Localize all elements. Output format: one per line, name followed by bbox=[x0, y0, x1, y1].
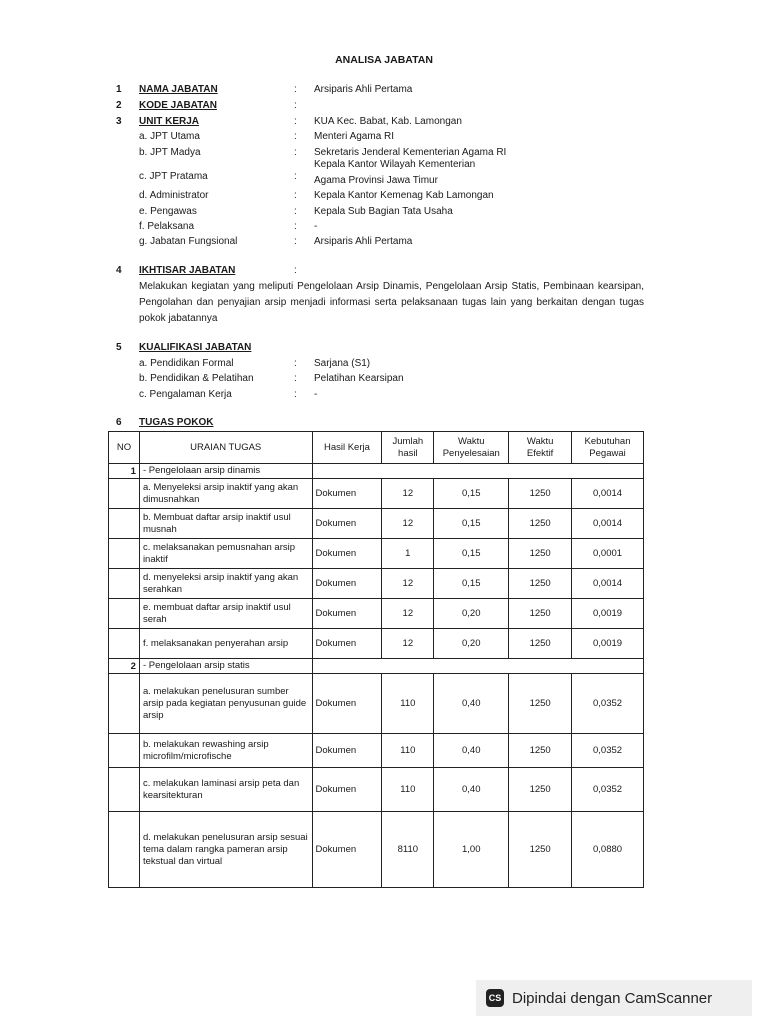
group-row bbox=[109, 659, 644, 674]
header-uraian: URAIAN TUGAS bbox=[139, 432, 312, 464]
waktu-penyelesaian: 0,15 bbox=[434, 569, 509, 599]
task-description: c. melaksanakan pemusnahan arsip inaktif bbox=[139, 539, 312, 569]
group-row bbox=[109, 464, 644, 479]
row-no-cell bbox=[109, 509, 140, 539]
jumlah-hasil: 110 bbox=[382, 674, 434, 734]
ikhtisar-paragraph: Melakukan kegiatan yang meliputi Pengelolaan Arsip Dinamis, Pengelolaan Arsip Statis, Pembinaan kearsipan, Pengolahan dan penyajian arsip menjadi informasi serta pelaksanaan tugas lain yang berkaitan dengan tugas pokok jabatannya bbox=[139, 281, 644, 324]
table-row bbox=[109, 539, 644, 569]
row-no-cell bbox=[109, 734, 140, 768]
table-row bbox=[109, 569, 644, 599]
item-value: Kepala Sub Bagian Tata Usaha bbox=[314, 206, 453, 217]
hasil-kerja: Dokumen bbox=[312, 479, 382, 509]
kebutuhan-pegawai: 0,0352 bbox=[572, 734, 644, 768]
jumlah-hasil: 110 bbox=[382, 768, 434, 812]
colon: : bbox=[294, 373, 297, 384]
item-label: e. Pengawas bbox=[139, 206, 197, 217]
waktu-efektif: 1250 bbox=[509, 599, 572, 629]
jumlah-hasil: 8110 bbox=[382, 812, 434, 888]
header-no: NO bbox=[109, 432, 140, 464]
task-description: f. melaksanakan penyerahan arsip bbox=[139, 629, 312, 659]
task-description: d. menyeleksi arsip inaktif yang akan serahkan bbox=[139, 569, 312, 599]
header-jumlah-line1: Jumlah bbox=[392, 435, 424, 447]
item-label: a. Pendidikan Formal bbox=[139, 358, 234, 369]
colon: : bbox=[294, 265, 297, 276]
jumlah-hasil: 12 bbox=[382, 479, 434, 509]
section-label: IKHTISAR JABATAN bbox=[139, 265, 236, 276]
row-no-cell bbox=[109, 812, 140, 888]
waktu-penyelesaian: 0,40 bbox=[434, 768, 509, 812]
row-no-cell bbox=[109, 629, 140, 659]
row-no-cell bbox=[109, 599, 140, 629]
header-efektif-line2: Efektif bbox=[526, 447, 554, 459]
group-number: 1 bbox=[109, 464, 140, 479]
item-value: - bbox=[314, 389, 318, 400]
waktu-efektif: 1250 bbox=[509, 539, 572, 569]
item-value: Agama Provinsi Jawa Timur bbox=[314, 175, 438, 186]
kebutuhan-pegawai: 0,0014 bbox=[572, 569, 644, 599]
waktu-efektif: 1250 bbox=[509, 674, 572, 734]
kebutuhan-pegawai: 0,0001 bbox=[572, 539, 644, 569]
row-no-cell bbox=[109, 569, 140, 599]
waktu-penyelesaian: 0,40 bbox=[434, 734, 509, 768]
item-label: f. Pelaksana bbox=[139, 221, 195, 232]
section-number: 4 bbox=[116, 265, 122, 276]
table-row bbox=[109, 768, 644, 812]
hasil-kerja: Dokumen bbox=[312, 509, 382, 539]
colon: : bbox=[294, 100, 297, 111]
jumlah-hasil: 12 bbox=[382, 629, 434, 659]
group-number: 2 bbox=[109, 659, 140, 674]
item-label: b. JPT Madya bbox=[139, 147, 201, 158]
waktu-efektif: 1250 bbox=[509, 479, 572, 509]
task-description: e. membuat daftar arsip inaktif usul serah bbox=[139, 599, 312, 629]
scanner-watermark bbox=[476, 980, 752, 1016]
waktu-efektif: 1250 bbox=[509, 812, 572, 888]
hasil-kerja: Dokumen bbox=[312, 629, 382, 659]
row-no-cell bbox=[109, 768, 140, 812]
kebutuhan-pegawai: 0,0019 bbox=[572, 599, 644, 629]
colon: : bbox=[294, 190, 297, 201]
scanner-text: Dipindai dengan CamScanner bbox=[512, 989, 713, 1007]
header-efektif-line1: Waktu bbox=[526, 435, 554, 447]
header-efektif bbox=[509, 432, 572, 464]
jumlah-hasil: 110 bbox=[382, 734, 434, 768]
header-kebutuhan-line2: Pegawai bbox=[589, 447, 626, 459]
waktu-penyelesaian: 0,20 bbox=[434, 629, 509, 659]
hasil-kerja: Dokumen bbox=[312, 674, 382, 734]
table-row bbox=[109, 674, 644, 734]
item-label: d. Administrator bbox=[139, 190, 209, 201]
tugas-pokok-table bbox=[108, 431, 644, 888]
waktu-penyelesaian: 0,15 bbox=[434, 539, 509, 569]
item-label: g. Jabatan Fungsional bbox=[139, 236, 238, 247]
header-kebutuhan bbox=[572, 432, 644, 464]
task-description: b. Membuat daftar arsip inaktif usul musnah bbox=[139, 509, 312, 539]
group-title: - Pengelolaan arsip dinamis bbox=[139, 464, 312, 479]
section-number: 5 bbox=[116, 342, 122, 353]
section-value: Arsiparis Ahli Pertama bbox=[314, 84, 413, 95]
colon: : bbox=[294, 236, 297, 247]
item-label: b. Pendidikan & Pelatihan bbox=[139, 373, 254, 384]
task-description: d. melakukan penelusuran arsip sesuai tema dalam rangka pameran arsip tekstual dan virtual bbox=[139, 812, 312, 888]
hasil-kerja: Dokumen bbox=[312, 768, 382, 812]
item-label: c. Pengalaman Kerja bbox=[139, 389, 232, 400]
jumlah-hasil: 12 bbox=[382, 509, 434, 539]
colon: : bbox=[294, 116, 297, 127]
colon: : bbox=[294, 171, 297, 182]
item-value: Sekretaris Jenderal Kementerian Agama RI bbox=[314, 147, 507, 158]
hasil-kerja: Dokumen bbox=[312, 599, 382, 629]
camscanner-icon: CS bbox=[486, 989, 504, 1007]
table-row bbox=[109, 812, 644, 888]
waktu-efektif: 1250 bbox=[509, 509, 572, 539]
hasil-kerja: Dokumen bbox=[312, 812, 382, 888]
waktu-penyelesaian: 0,40 bbox=[434, 674, 509, 734]
kebutuhan-pegawai: 0,0880 bbox=[572, 812, 644, 888]
colon: : bbox=[294, 389, 297, 400]
section-label: UNIT KERJA bbox=[139, 116, 200, 127]
hasil-kerja: Dokumen bbox=[312, 734, 382, 768]
header-waktu bbox=[434, 432, 509, 464]
section-label: NAMA JABATAN bbox=[139, 84, 218, 95]
table-row bbox=[109, 629, 644, 659]
table-row bbox=[109, 509, 644, 539]
kebutuhan-pegawai: 0,0014 bbox=[572, 479, 644, 509]
item-value: - bbox=[314, 221, 318, 232]
group-title: - Pengelolaan arsip statis bbox=[139, 659, 312, 674]
hasil-kerja: Dokumen bbox=[312, 539, 382, 569]
jumlah-hasil: 12 bbox=[382, 599, 434, 629]
kebutuhan-pegawai: 0,0352 bbox=[572, 674, 644, 734]
header-jumlah-line2: hasil bbox=[398, 447, 418, 459]
item-label: c. JPT Pratama bbox=[139, 171, 208, 182]
section-number: 1 bbox=[116, 84, 122, 95]
colon: : bbox=[294, 147, 297, 158]
group-empty-cell bbox=[312, 659, 644, 674]
item-value: Arsiparis Ahli Pertama bbox=[314, 236, 413, 247]
section-number: 3 bbox=[116, 116, 122, 127]
section-label: KUALIFIKASI JABATAN bbox=[139, 342, 252, 353]
waktu-efektif: 1250 bbox=[509, 768, 572, 812]
header-jumlah bbox=[382, 432, 434, 464]
page-title: ANALISA JABATAN bbox=[335, 54, 433, 66]
item-label: a. JPT Utama bbox=[139, 131, 200, 142]
header-waktu-line2: Penyelesaian bbox=[442, 447, 500, 459]
section-label: TUGAS POKOK bbox=[139, 417, 214, 428]
task-description: a. melakukan penelusuran sumber arsip pada kegiatan penyusunan guide arsip bbox=[139, 674, 312, 734]
kebutuhan-pegawai: 0,0352 bbox=[572, 768, 644, 812]
header-waktu-line1: Waktu bbox=[457, 435, 485, 447]
section-number: 6 bbox=[116, 417, 122, 428]
section-label: KODE JABATAN bbox=[139, 100, 217, 111]
waktu-penyelesaian: 1,00 bbox=[434, 812, 509, 888]
row-no-cell bbox=[109, 539, 140, 569]
section-number: 2 bbox=[116, 100, 122, 111]
item-value: Menteri Agama RI bbox=[314, 131, 395, 142]
item-value: Sarjana (S1) bbox=[314, 358, 371, 369]
waktu-efektif: 1250 bbox=[509, 569, 572, 599]
row-no-cell bbox=[109, 674, 140, 734]
task-description: b. melakukan rewashing arsip microfilm/microfische bbox=[139, 734, 312, 768]
section-value: KUA Kec. Babat, Kab. Lamongan bbox=[314, 116, 462, 127]
hasil-kerja: Dokumen bbox=[312, 569, 382, 599]
jumlah-hasil: 1 bbox=[382, 539, 434, 569]
colon: : bbox=[294, 84, 297, 95]
task-description: a. Menyeleksi arsip inaktif yang akan dimusnahkan bbox=[139, 479, 312, 509]
header-hasil: Hasil Kerja bbox=[312, 432, 382, 464]
table-row bbox=[109, 599, 644, 629]
waktu-penyelesaian: 0,15 bbox=[434, 509, 509, 539]
table-body bbox=[109, 464, 644, 888]
table-row bbox=[109, 734, 644, 768]
table-row bbox=[109, 479, 644, 509]
item-value: Kepala Kantor Wilayah Kementerian bbox=[314, 159, 476, 170]
colon: : bbox=[294, 358, 297, 369]
colon: : bbox=[294, 131, 297, 142]
waktu-penyelesaian: 0,15 bbox=[434, 479, 509, 509]
row-no-cell bbox=[109, 479, 140, 509]
header-kebutuhan-line1: Kebutuhan bbox=[584, 435, 631, 447]
kebutuhan-pegawai: 0,0019 bbox=[572, 629, 644, 659]
waktu-efektif: 1250 bbox=[509, 629, 572, 659]
jumlah-hasil: 12 bbox=[382, 569, 434, 599]
colon: : bbox=[294, 221, 297, 232]
waktu-efektif: 1250 bbox=[509, 734, 572, 768]
item-value: Pelatihan Kearsipan bbox=[314, 373, 404, 384]
table-header-row bbox=[109, 432, 644, 464]
kebutuhan-pegawai: 0,0014 bbox=[572, 509, 644, 539]
task-description: c. melakukan laminasi arsip peta dan kearsitekturan bbox=[139, 768, 312, 812]
group-empty-cell bbox=[312, 464, 644, 479]
item-value: Kepala Kantor Kemenag Kab Lamongan bbox=[314, 190, 494, 201]
waktu-penyelesaian: 0,20 bbox=[434, 599, 509, 629]
colon: : bbox=[294, 206, 297, 217]
